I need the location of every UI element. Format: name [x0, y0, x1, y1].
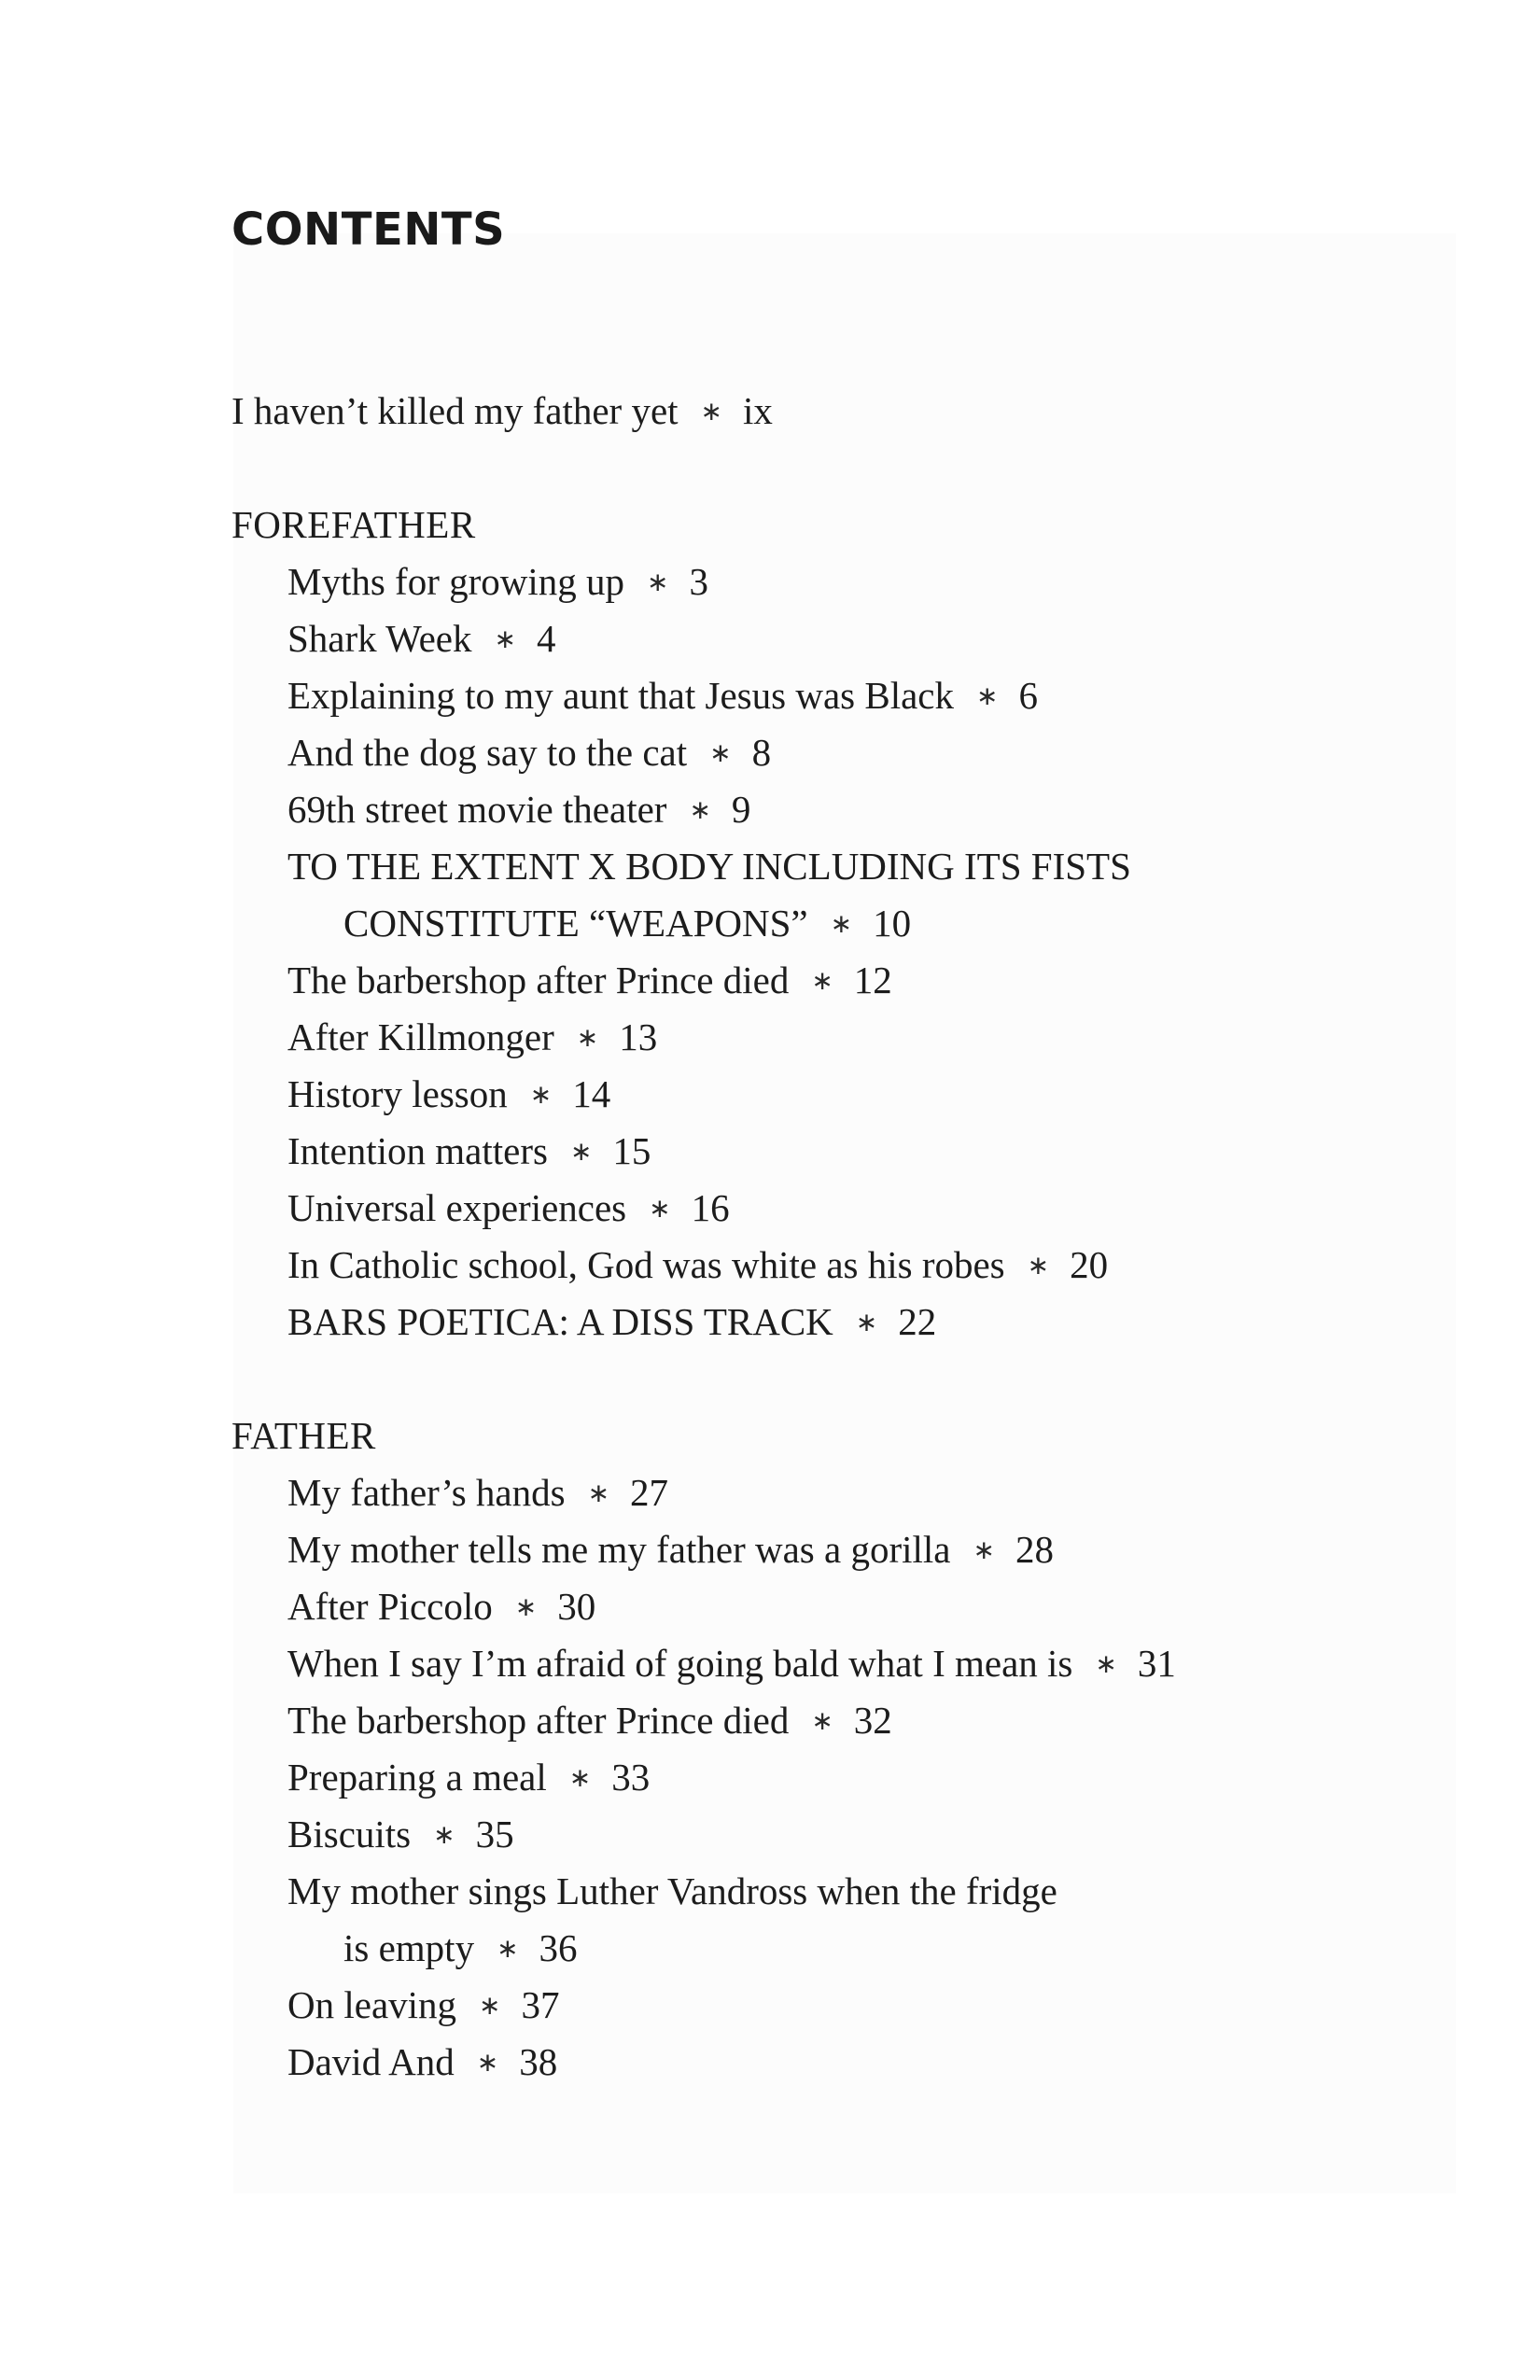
entry-title: And the dog say to the cat — [287, 731, 688, 774]
toc-entry[interactable] — [343, 1926, 578, 1969]
page-number: 15 — [612, 1129, 651, 1172]
separator-asterisk-icon: ∗ — [497, 1935, 519, 1964]
separator-asterisk-icon: ∗ — [649, 1195, 671, 1224]
page-number: 14 — [572, 1072, 611, 1115]
entry-title: History lesson — [287, 1072, 508, 1115]
page-number: 30 — [557, 1585, 596, 1628]
toc-entry[interactable] — [287, 1585, 596, 1628]
entry-title: After Killmonger — [287, 1015, 554, 1058]
toc-entry[interactable] — [287, 674, 1038, 717]
entry-title: My mother sings Luther Vandross when the fridge — [287, 1869, 1057, 1912]
entry-title: In Catholic school, God was white as his robes — [287, 1243, 1005, 1286]
entry-title: Biscuits — [287, 1813, 412, 1855]
page-number: 6 — [1018, 674, 1038, 717]
separator-asterisk-icon: ∗ — [855, 1309, 878, 1337]
entry-title: TO THE EXTENT X BODY INCLUDING ITS FISTS — [287, 845, 1131, 888]
page-number: 33 — [611, 1756, 651, 1799]
separator-asterisk-icon: ∗ — [529, 1081, 553, 1110]
separator-asterisk-icon: ∗ — [568, 1764, 592, 1793]
toc-entry[interactable] — [287, 1300, 937, 1343]
toc-entry[interactable] — [287, 1983, 560, 2026]
toc-entry[interactable] — [287, 1129, 651, 1172]
separator-asterisk-icon: ∗ — [811, 1707, 833, 1736]
separator-asterisk-icon: ∗ — [647, 568, 669, 597]
separator-asterisk-icon: ∗ — [576, 1024, 599, 1053]
toc-entry[interactable] — [287, 731, 772, 774]
entry-title: Myths for growing up — [287, 560, 625, 603]
page-number: ix — [743, 389, 773, 432]
page-number: 28 — [1015, 1528, 1054, 1571]
separator-asterisk-icon: ∗ — [1095, 1650, 1117, 1679]
toc-entry[interactable] — [287, 961, 892, 1000]
separator-asterisk-icon: ∗ — [479, 1992, 501, 2021]
entry-title: My father’s hands — [287, 1471, 566, 1514]
separator-asterisk-icon: ∗ — [811, 967, 833, 996]
toc-entry-intro[interactable] — [231, 389, 773, 432]
page-number: 4 — [536, 617, 556, 660]
entry-title: I haven’t killed my father yet — [231, 389, 679, 432]
page-number: 27 — [630, 1471, 669, 1514]
toc-entry[interactable] — [287, 1701, 892, 1740]
page-title: CONTENTS — [231, 203, 506, 256]
toc-entry[interactable] — [287, 1528, 1054, 1571]
separator-asterisk-icon: ∗ — [973, 1536, 995, 1565]
section-heading: FOREFATHER — [231, 503, 476, 546]
separator-asterisk-icon: ∗ — [700, 398, 723, 427]
entry-title: Universal experiences — [287, 1186, 627, 1229]
separator-asterisk-icon: ∗ — [476, 2049, 499, 2078]
separator-asterisk-icon: ∗ — [514, 1593, 538, 1622]
entry-title: The barbershop after Prince died — [287, 959, 790, 1001]
separator-asterisk-icon: ∗ — [569, 1138, 593, 1167]
entry-title: The barbershop after Prince died — [287, 1699, 790, 1742]
toc-entry[interactable] — [287, 788, 751, 831]
separator-asterisk-icon: ∗ — [1027, 1252, 1050, 1281]
toc-entry[interactable] — [287, 1186, 730, 1229]
toc-entry[interactable] — [287, 1815, 514, 1854]
entry-title: CONSTITUTE “WEAPONS” — [343, 902, 808, 945]
toc-entry[interactable] — [287, 1243, 1109, 1286]
entry-title: 69th street movie theater — [287, 788, 667, 831]
separator-asterisk-icon: ∗ — [975, 682, 999, 711]
toc-entry[interactable] — [287, 2040, 558, 2083]
page-number: 10 — [873, 902, 912, 945]
page-number: 32 — [853, 1699, 892, 1742]
page-number: 13 — [619, 1015, 658, 1058]
toc-entry[interactable] — [287, 1758, 650, 1797]
page-number: 36 — [539, 1926, 578, 1969]
toc-entry[interactable] — [287, 1072, 611, 1115]
page-number: 9 — [731, 788, 751, 831]
page-number: 20 — [1070, 1243, 1109, 1286]
entry-title: Explaining to my aunt that Jesus was Black — [287, 674, 954, 717]
page-number: 38 — [519, 2040, 558, 2083]
entry-title: After Piccolo — [287, 1585, 493, 1628]
page-number: 16 — [691, 1186, 730, 1229]
toc-entry[interactable] — [287, 1869, 1057, 1912]
page-number: 3 — [689, 560, 708, 603]
toc-entry[interactable] — [287, 617, 556, 660]
toc-entry[interactable] — [287, 847, 1131, 886]
page-number: 37 — [521, 1983, 560, 2026]
entry-title: My mother tells me my father was a gorilla — [287, 1528, 951, 1571]
entry-title: Preparing a meal — [287, 1756, 547, 1799]
entry-title: BARS POETICA: A DISS TRACK — [287, 1300, 833, 1343]
page-number: 8 — [751, 731, 772, 774]
entry-title: Shark Week — [287, 617, 472, 660]
page-number: 22 — [898, 1300, 937, 1343]
page-number: 31 — [1137, 1642, 1176, 1685]
separator-asterisk-icon: ∗ — [587, 1479, 610, 1508]
toc-entry[interactable] — [287, 1471, 669, 1514]
toc-entry[interactable] — [287, 1015, 658, 1058]
toc-entry[interactable] — [287, 560, 708, 603]
separator-asterisk-icon: ∗ — [709, 739, 732, 768]
page-number: 35 — [475, 1813, 514, 1855]
separator-asterisk-icon: ∗ — [689, 796, 711, 825]
separator-asterisk-icon: ∗ — [830, 910, 853, 939]
separator-asterisk-icon: ∗ — [494, 625, 516, 654]
entry-title: On leaving — [287, 1983, 457, 2026]
section-heading: FATHER — [231, 1414, 376, 1457]
page-number: 12 — [853, 959, 892, 1001]
toc-entry[interactable] — [287, 1642, 1176, 1685]
toc-entry[interactable] — [343, 904, 911, 943]
entry-title: Intention matters — [287, 1129, 548, 1172]
entry-title: David And — [287, 2040, 455, 2083]
entry-title: When I say I’m afraid of going bald what I mean is — [287, 1642, 1073, 1685]
entry-title: is empty — [343, 1926, 475, 1969]
separator-asterisk-icon: ∗ — [433, 1821, 455, 1850]
